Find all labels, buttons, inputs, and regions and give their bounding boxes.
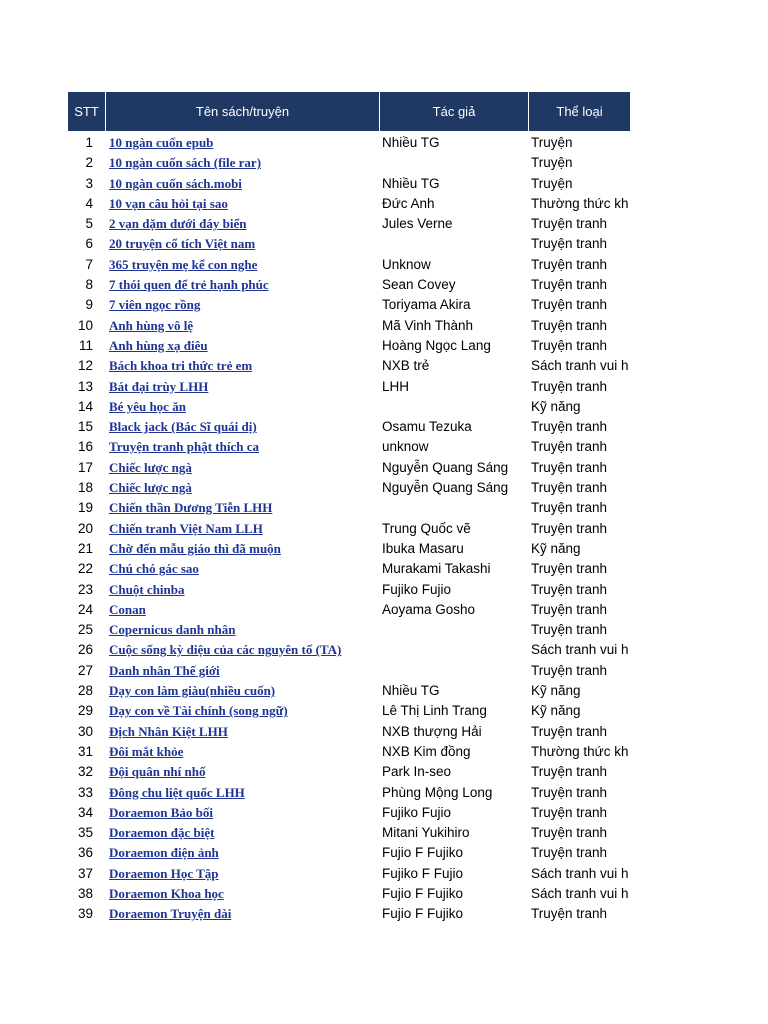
table-row	[68, 336, 630, 356]
author-cell: Nguyễn Quang Sáng	[382, 459, 509, 475]
genre-cell: Truyện	[531, 175, 573, 191]
table-row	[68, 843, 630, 863]
author-cell: Fujiko Fujio	[382, 581, 452, 597]
title-cell	[106, 681, 380, 701]
row-number: 13	[77, 378, 93, 394]
row-number: 38	[77, 885, 93, 901]
row-number: 9	[85, 297, 93, 313]
row-number: 15	[77, 419, 93, 435]
row-number: 33	[77, 784, 93, 800]
table-row	[68, 722, 630, 742]
table-row	[68, 884, 630, 904]
author-cell: Park In-seo	[382, 764, 452, 780]
author-cell	[380, 498, 529, 518]
book-title-link[interactable]: Bách khoa tri thức trẻ em	[109, 358, 253, 374]
row-number: 22	[77, 561, 93, 577]
book-title-link[interactable]: Doraemon Bảo bối	[109, 804, 213, 820]
book-title-link[interactable]: Chờ đến mẫu giáo thì đã muộn	[109, 540, 281, 556]
book-title-link[interactable]: Doraemon Học Tập	[109, 865, 219, 881]
table-row	[68, 437, 630, 457]
table-row	[68, 417, 630, 437]
row-number: 1	[85, 135, 93, 150]
book-title-link[interactable]: Copernicus danh nhân	[109, 622, 236, 638]
title-cell	[106, 559, 380, 579]
author-cell: Fujio F Fujiko	[382, 906, 464, 922]
row-number: 24	[77, 601, 93, 617]
row-number: 39	[77, 906, 93, 922]
author-cell	[380, 640, 529, 660]
title-cell	[106, 783, 380, 803]
genre-cell: Truyện tranh	[531, 784, 608, 800]
author-cell: NXB Kim đồng	[382, 743, 471, 759]
book-title-link[interactable]: Địch Nhân Kiệt LHH	[109, 723, 228, 739]
table-row	[68, 295, 630, 315]
book-title-link[interactable]: 20 truyện cổ tích Việt nam	[109, 236, 256, 252]
genre-cell: Truyện tranh	[531, 216, 608, 232]
title-cell	[106, 174, 380, 194]
title-cell	[106, 275, 380, 295]
book-title-link[interactable]: Chiến thần Dương Tiễn LHH	[109, 500, 273, 516]
table-row	[68, 397, 630, 417]
author-cell: Fujio F Fujiko	[382, 885, 464, 901]
table-row	[68, 174, 630, 194]
title-cell	[106, 194, 380, 214]
genre-cell: Kỹ năng	[531, 398, 581, 414]
row-number: 11	[78, 337, 93, 353]
title-cell	[106, 316, 380, 336]
row-number: 20	[77, 520, 93, 536]
genre-cell: Kỹ năng	[531, 540, 581, 556]
author-cell: Sean Covey	[382, 277, 456, 293]
book-title-link[interactable]: 365 truyện mẹ kể con nghe	[109, 256, 258, 272]
author-cell	[380, 153, 529, 173]
author-cell	[380, 661, 529, 681]
row-number: 32	[77, 764, 93, 780]
book-title-link[interactable]: Anh hùng xạ điêu	[109, 337, 208, 353]
genre-cell: Truyện tranh	[531, 906, 608, 922]
genre-cell: Truyện tranh	[531, 480, 608, 496]
genre-cell: Truyện tranh	[531, 419, 608, 435]
genre-cell: Sách tranh vui h	[531, 358, 629, 374]
title-cell	[106, 214, 380, 234]
book-title-link[interactable]: 10 ngàn cuốn epub	[109, 135, 214, 150]
title-cell	[106, 600, 380, 620]
title-cell	[106, 580, 380, 600]
book-title-link[interactable]: Đội quân nhí nhố	[109, 764, 206, 780]
table-row	[68, 214, 630, 234]
book-title-link[interactable]: Đông chu liệt quốc LHH	[109, 784, 245, 800]
book-table	[68, 92, 630, 925]
row-number: 31	[77, 743, 93, 759]
author-cell: Phùng Mộng Long	[382, 784, 493, 800]
row-number: 28	[77, 683, 93, 699]
row-number: 16	[77, 439, 93, 455]
genre-cell: Truyện tranh	[531, 601, 608, 617]
table-row	[68, 701, 630, 721]
book-title-link[interactable]: Chiếc lược ngà	[109, 480, 192, 496]
genre-cell: Truyện tranh	[531, 337, 608, 353]
row-number: 25	[77, 622, 93, 638]
book-title-link[interactable]: Doraemon đặc biệt	[109, 825, 215, 841]
table-row	[68, 498, 630, 518]
row-number: 21	[77, 540, 93, 556]
book-title-link[interactable]: Bát đại trùy LHH	[109, 378, 209, 394]
genre-cell: Truyện tranh	[531, 317, 608, 333]
table-row	[68, 823, 630, 843]
title-cell	[106, 762, 380, 782]
table-row	[68, 580, 630, 600]
title-cell	[106, 458, 380, 478]
title-cell	[106, 255, 380, 275]
title-cell	[106, 397, 380, 417]
row-number: 6	[85, 236, 93, 252]
row-number: 34	[77, 804, 93, 820]
book-title-link[interactable]: 10 ngàn cuốn sách (file rar)	[109, 155, 262, 171]
author-cell: Aoyama Gosho	[382, 601, 476, 617]
book-title-link[interactable]: Doraemon điện ảnh	[109, 845, 219, 861]
title-cell	[106, 701, 380, 721]
genre-cell: Truyện tranh	[531, 561, 608, 577]
table-row	[68, 783, 630, 803]
table-row	[68, 762, 630, 782]
header-title: Tên sách/truyện	[106, 92, 380, 131]
row-number: 8	[85, 277, 93, 293]
genre-cell: Sách tranh vui h	[531, 642, 629, 658]
book-title-link[interactable]: Chuột chinba	[109, 581, 185, 597]
author-cell: Nhiều TG	[382, 683, 440, 699]
genre-cell: Truyện tranh	[531, 256, 608, 272]
table-row	[68, 742, 630, 762]
title-cell	[106, 153, 380, 173]
genre-cell: Sách tranh vui h	[531, 885, 629, 901]
table-row	[68, 194, 630, 214]
genre-cell: Truyện tranh	[531, 520, 608, 536]
genre-cell: Truyện tranh	[531, 378, 608, 394]
table-row	[68, 864, 630, 884]
book-title-link[interactable]: Dạy con về Tài chính (song ngữ)	[109, 703, 288, 719]
table-row	[68, 275, 630, 295]
title-cell	[106, 722, 380, 742]
author-cell: Fujiko Fujio	[382, 804, 452, 820]
author-cell: Đức Anh	[382, 195, 435, 211]
table-row	[68, 661, 630, 681]
author-cell: Nguyễn Quang Sáng	[382, 480, 509, 496]
header-stt: STT	[68, 92, 106, 131]
book-title-link[interactable]: Doraemon Truyện dài	[109, 906, 232, 922]
book-title-link[interactable]: Dạy con làm giàu(nhiều cuốn)	[109, 683, 276, 699]
row-number: 18	[77, 480, 93, 496]
author-cell	[380, 397, 529, 417]
title-cell	[106, 539, 380, 559]
genre-cell: Truyện	[531, 135, 573, 150]
genre-cell: Truyện tranh	[531, 236, 608, 252]
genre-cell: Thường thức kh	[531, 743, 629, 759]
genre-cell: Truyện tranh	[531, 845, 608, 861]
book-title-link[interactable]: Chiếc lược ngà	[109, 459, 192, 475]
header-genre: Thể loại	[556, 104, 603, 119]
row-number: 2	[85, 155, 93, 171]
book-title-link[interactable]: Anh hùng vô lệ	[109, 317, 194, 333]
header-author: Tác giả	[380, 92, 529, 131]
book-title-link[interactable]: Chú chó gác sao	[109, 561, 199, 577]
book-title-link[interactable]: 7 viên ngọc rồng	[109, 297, 201, 313]
title-cell	[106, 843, 380, 863]
title-cell	[106, 884, 380, 904]
table-row	[68, 640, 630, 660]
book-title-link[interactable]: 10 vạn câu hỏi tại sao	[109, 195, 228, 211]
book-title-link[interactable]: Conan	[109, 601, 146, 617]
genre-cell: Kỹ năng	[531, 703, 581, 719]
author-cell: Lê Thị Linh Trang	[382, 703, 487, 719]
title-cell	[106, 803, 380, 823]
genre-cell: Sách tranh vui h	[531, 865, 629, 881]
genre-cell: Truyện tranh	[531, 500, 608, 516]
title-cell	[106, 133, 380, 153]
row-number: 37	[77, 865, 93, 881]
genre-cell: Truyện tranh	[531, 439, 608, 455]
book-title-link[interactable]: Cuộc sống kỳ diệu của các nguyên tố (TA)	[109, 642, 342, 658]
row-number: 27	[77, 662, 93, 678]
book-title-link[interactable]: 2 vạn dặm dưới đáy biển	[109, 216, 247, 232]
author-cell: Jules Verne	[382, 216, 453, 232]
table-row	[68, 600, 630, 620]
book-title-link[interactable]: Truyện tranh phật thích ca	[109, 439, 259, 455]
row-number: 26	[77, 642, 93, 658]
genre-cell: Truyện tranh	[531, 297, 608, 313]
author-cell: Unknow	[382, 256, 431, 272]
genre-cell: Truyện tranh	[531, 581, 608, 597]
title-cell	[106, 640, 380, 660]
genre-cell: Truyện tranh	[531, 459, 608, 475]
genre-cell: Truyện tranh	[531, 662, 608, 678]
title-cell	[106, 478, 380, 498]
author-cell: Mitani Yukihiro	[382, 825, 470, 841]
genre-cell: Truyện tranh	[531, 764, 608, 780]
author-cell: Mã Vinh Thành	[382, 317, 474, 333]
table-row	[68, 904, 630, 924]
row-number: 29	[77, 703, 93, 719]
table-row	[68, 234, 630, 254]
book-title-link[interactable]: 10 ngàn cuốn sách.mobi	[109, 175, 242, 191]
author-cell: Murakami Takashi	[382, 561, 491, 577]
genre-cell: Truyện tranh	[531, 804, 608, 820]
row-number: 23	[77, 581, 93, 597]
book-title-link[interactable]: Danh nhân Thế giới	[109, 662, 220, 678]
genre-cell: Truyện tranh	[531, 825, 608, 841]
row-number: 5	[85, 216, 93, 232]
author-cell: Fujio F Fujiko	[382, 845, 464, 861]
author-cell: Hoàng Ngọc Lang	[382, 337, 491, 353]
table-row	[68, 620, 630, 640]
row-number: 10	[77, 317, 93, 333]
author-cell	[380, 620, 529, 640]
author-cell	[380, 234, 529, 254]
table-row	[68, 681, 630, 701]
table-row	[68, 559, 630, 579]
author-cell: Ibuka Masaru	[382, 540, 464, 556]
table-row	[68, 539, 630, 559]
title-cell	[106, 823, 380, 843]
table-header	[68, 92, 630, 131]
row-number: 35	[77, 825, 93, 841]
book-title-link[interactable]: Chiến tranh Việt Nam LLH	[109, 520, 263, 536]
title-cell	[106, 356, 380, 376]
row-number: 12	[77, 358, 93, 374]
book-title-link[interactable]: 7 thói quen để trẻ hạnh phúc	[109, 277, 269, 293]
row-number: 14	[77, 398, 93, 414]
author-cell: Fujiko F Fujio	[382, 865, 464, 881]
genre-cell: Kỹ năng	[531, 683, 581, 699]
row-number: 19	[77, 500, 93, 516]
row-number: 17	[77, 459, 93, 475]
author-cell: Nhiều TG	[382, 175, 440, 191]
author-cell: NXB thượng Hải	[382, 723, 482, 739]
title-cell	[106, 377, 380, 397]
table-row	[68, 255, 630, 275]
title-cell	[106, 864, 380, 884]
genre-cell: Truyện	[531, 155, 573, 171]
row-number: 36	[77, 845, 93, 861]
author-cell: Toriyama Akira	[382, 297, 471, 313]
title-cell	[106, 519, 380, 539]
table-row	[68, 803, 630, 823]
title-cell	[106, 742, 380, 762]
genre-cell: Truyện tranh	[531, 277, 608, 293]
author-cell: unknow	[382, 439, 429, 455]
genre-cell: Truyện tranh	[531, 723, 608, 739]
title-cell	[106, 417, 380, 437]
book-title-link[interactable]: Đôi mắt khỏe	[109, 743, 184, 759]
table-row	[68, 458, 630, 478]
table-row	[68, 356, 630, 376]
table-row	[68, 316, 630, 336]
title-cell	[106, 620, 380, 640]
table-row	[68, 133, 630, 153]
title-cell	[106, 498, 380, 518]
author-cell: LHH	[382, 378, 410, 394]
genre-cell: Thường thức kh	[531, 195, 629, 211]
title-cell	[106, 661, 380, 681]
book-title-link[interactable]: Doraemon Khoa học	[109, 885, 224, 901]
table-row	[68, 377, 630, 397]
author-cell: Osamu Tezuka	[382, 419, 472, 435]
table-row	[68, 478, 630, 498]
row-number: 7	[85, 256, 93, 272]
genre-cell: Truyện tranh	[531, 622, 608, 638]
row-number: 3	[85, 175, 93, 191]
author-cell: NXB trẻ	[382, 358, 430, 374]
title-cell	[106, 904, 380, 924]
table-body	[68, 133, 630, 925]
row-number: 4	[85, 195, 93, 211]
author-cell: Nhiều TG	[382, 135, 440, 150]
title-cell	[106, 234, 380, 254]
book-title-link[interactable]: Bé yêu học ăn	[109, 398, 186, 414]
title-cell	[106, 336, 380, 356]
table-row	[68, 519, 630, 539]
table-row	[68, 153, 630, 173]
row-number: 30	[77, 723, 93, 739]
book-title-link[interactable]: Black jack (Bác Sĩ quái dị)	[109, 419, 257, 435]
title-cell	[106, 295, 380, 315]
title-cell	[106, 437, 380, 457]
author-cell: Trung Quốc vẽ	[382, 520, 471, 536]
